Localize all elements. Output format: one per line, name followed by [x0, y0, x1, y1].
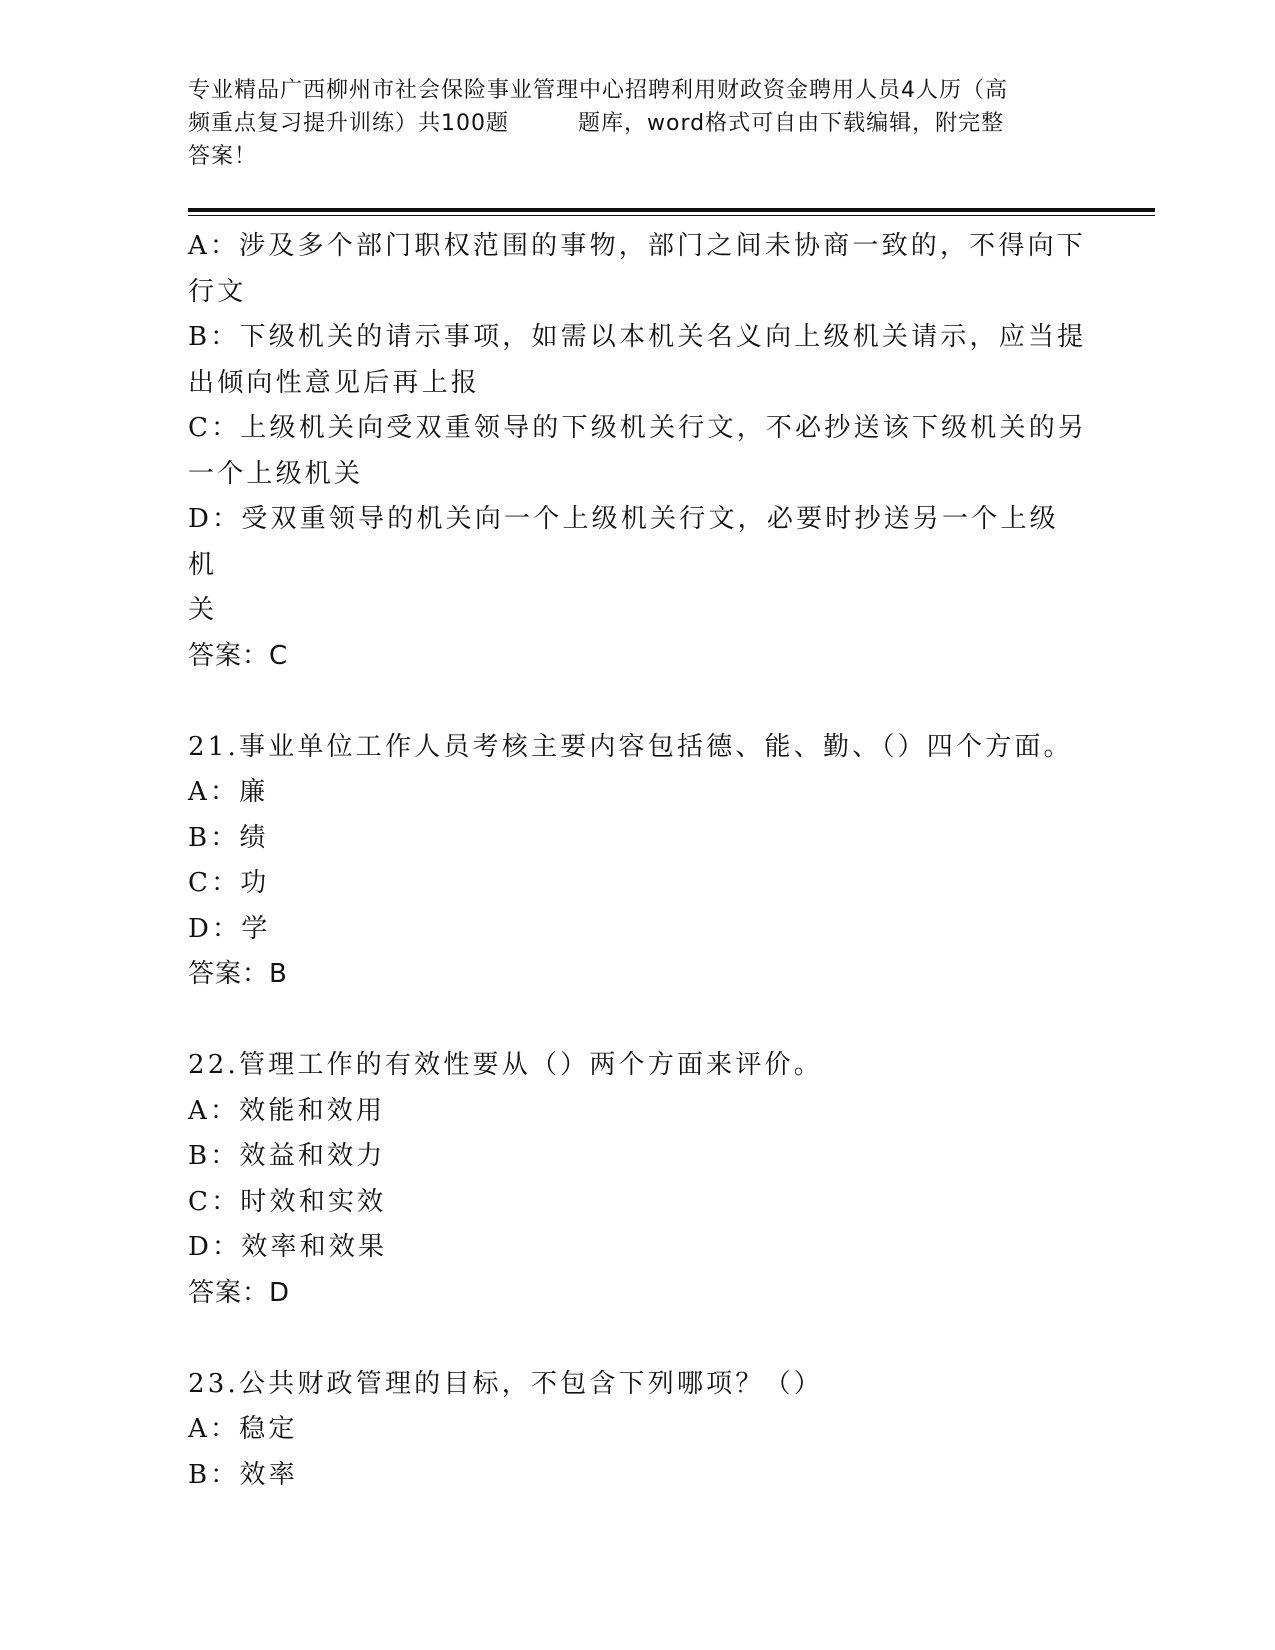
question-21	[188, 725, 1088, 998]
option-b-cont: 出倾向性意见后再上报	[188, 367, 481, 398]
option-d: D：效率和效果	[188, 1232, 388, 1262]
answer-line: 答案：B	[188, 959, 288, 989]
question-stem: 22.管理工作的有效性要从（）两个方面来评价。	[188, 1050, 823, 1080]
option-a: A：稳定	[188, 1414, 298, 1444]
option-a: A：效能和效用	[188, 1095, 386, 1126]
option-a: A：涉及多个部门职权范围的事物，部门之间未协商一致的，不得向下	[188, 231, 1086, 261]
option-d-cont: 关	[188, 595, 218, 625]
question-stem: 21.事业单位工作人员考核主要内容包括德、能、勤、（）四个方面。	[188, 731, 1073, 762]
header-line: 答案！	[188, 144, 258, 169]
header-line: 频重点复习提升训练）共100题 题库，word格式可自由下载编辑，附完整	[188, 111, 1005, 136]
option-b: B：效率	[188, 1459, 298, 1490]
header-divider-thin	[188, 215, 1155, 216]
option-a: A：廉	[188, 777, 269, 807]
answer-line: 答案：D	[188, 1277, 291, 1308]
option-c-cont: 一个上级机关	[188, 458, 364, 489]
option-c: C：上级机关向受双重领导的下级机关行文，不必抄送该下级机关的另	[188, 413, 1088, 443]
header-divider-thick	[188, 208, 1155, 212]
option-c: C：时效和实效	[188, 1186, 387, 1217]
option-c: C：功	[188, 868, 270, 898]
header-line: 专业精品广西柳州市社会保险事业管理中心招聘利用财政资金聘用人员4人历（高	[188, 78, 1008, 103]
question-23	[188, 1362, 1088, 1499]
question-22	[188, 1043, 1088, 1316]
option-d: D：学	[188, 913, 271, 944]
option-b: B：绩	[188, 822, 269, 853]
answer-line: 答案：C	[188, 640, 289, 671]
option-d: D：受双重领导的机关向一个上级机关行文，必要时抄送另一个上级机	[188, 504, 1059, 580]
option-b: B：效益和效力	[188, 1141, 386, 1171]
question-list	[188, 224, 1088, 1498]
option-b: B：下级机关的请示事项，如需以本机关名义向上级机关请示，应当提	[188, 322, 1087, 352]
question-stem: 23.公共财政管理的目标，不包含下列哪项？（）	[188, 1368, 823, 1399]
document-header	[188, 74, 1088, 173]
option-a-cont: 行文	[188, 276, 247, 307]
question-20-tail	[188, 224, 1088, 679]
